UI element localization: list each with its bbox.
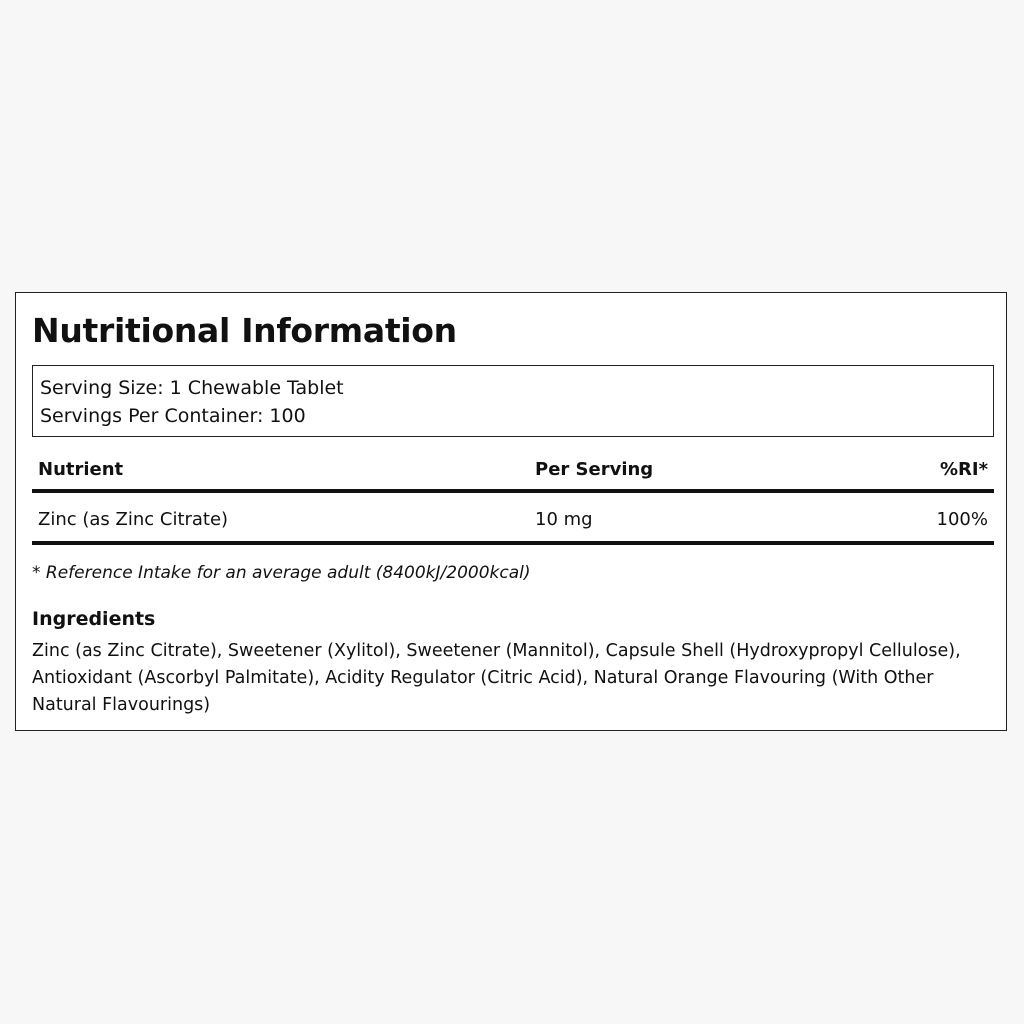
table-header-row xyxy=(32,451,994,493)
header-ri: %RI* xyxy=(939,459,988,480)
ingredients-heading: Ingredients xyxy=(32,608,156,630)
header-per-serving: Per Serving xyxy=(535,459,654,480)
nutrient-name: Zinc (as Zinc Citrate) xyxy=(38,509,229,530)
serving-info-box xyxy=(32,365,994,437)
nutrient-table xyxy=(32,451,994,545)
header-nutrient: Nutrient xyxy=(38,459,124,480)
nutrient-per-serving: 10 mg xyxy=(535,509,593,530)
serving-size: Serving Size: 1 Chewable Tablet xyxy=(40,377,344,399)
nutrition-panel xyxy=(15,292,1007,731)
reference-intake-footnote: * Reference Intake for an average adult (8400kJ/2000kcal) xyxy=(32,563,531,583)
panel-title: Nutritional Information xyxy=(32,311,457,350)
nutrient-ri: 100% xyxy=(936,509,988,530)
servings-per-container: Servings Per Container: 100 xyxy=(40,405,306,427)
ingredients-list: Zinc (as Zinc Citrate), Sweetener (Xylitol), Sweetener (Mannitol), Capsule Shell (Hydroxypropyl Cellulose), Antioxidant (Ascorbyl Palmitate), Acidity Regulator (Citric Acid), Natural Orange Flavouring (With Other Natural Flavourings) xyxy=(32,641,961,715)
table-row xyxy=(32,493,994,545)
